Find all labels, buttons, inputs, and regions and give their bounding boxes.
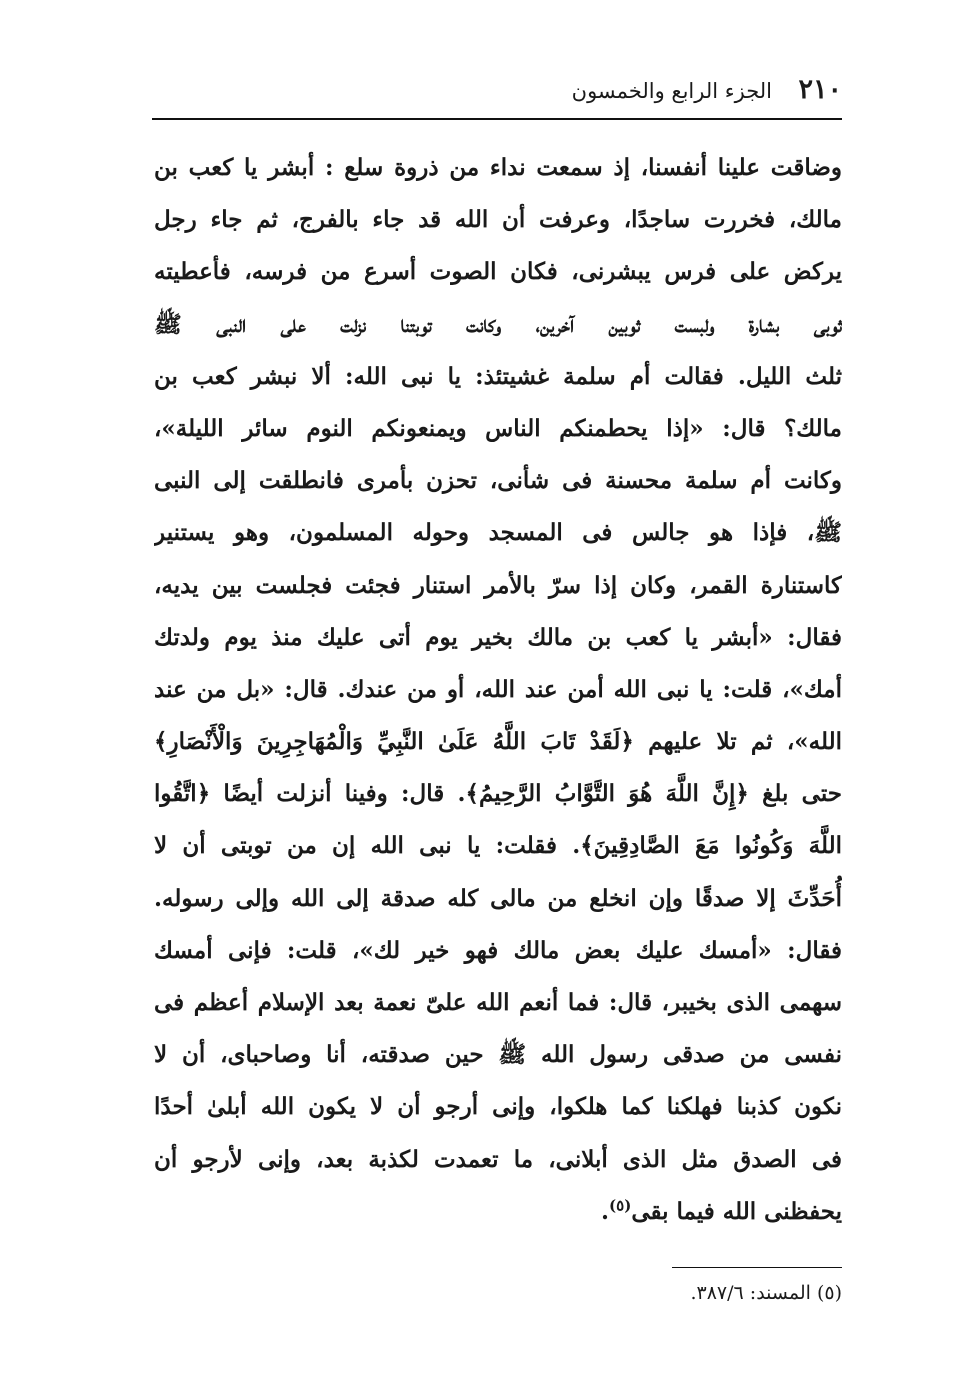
- text-line: وضاقت علينا أنفسنا، إذ سمعت نداء من ذروة سلع : أبشر يا كعب بن: [154, 154, 842, 181]
- text-line: اللَّهَ وَكُونُوا مَعَ الصَّادِقِينَ﴾. فقلت: يا نبى الله إن من توبتى أن لا: [154, 832, 842, 860]
- text-line: نكون كذبنا فهلكنا كما هلكوا، وإنى أرجو أن لا يكون الله أبلىٰ أحدًا: [154, 1093, 842, 1121]
- header-divider: [152, 118, 842, 120]
- text-line: أمك»، قلت: يا نبى الله أمن عند الله، أو من عندك. قال: «بل من عند: [154, 675, 842, 703]
- text-line: حتى بلغ ﴿إِنَّ اللَّهَ هُوَ التَّوَّابُ الرَّحِيمُ﴾. قال: وفينا أنزلت أيضًا ﴿اتَّقُوا: [154, 780, 842, 808]
- text-line: ثلث الليل. فقالت أم سلمة غشيتئذ: يا نبى الله: ألا نبشر كعب بن: [154, 362, 842, 390]
- text-line: فقال: «أمسك عليك بعض مالك فهو خير لك»، قلت: فإنى أمسك: [154, 936, 842, 964]
- footnote-reference[interactable]: (٥): [609, 1196, 632, 1215]
- text-line: يركض على فرس يبشرنى، فكان الصوت أسرع من فرسه، فأعطيته: [154, 258, 842, 286]
- footnote-divider: [672, 1267, 842, 1268]
- text-line: نفسى من صدقى رسول الله ﷺ حين صدقته، أنا وصاحباى، أن لا: [154, 1041, 842, 1069]
- running-title: الجزء الرابع والخمسون: [571, 79, 772, 103]
- text-line: فقال: «أبشر يا كعب بن مالك بخير يوم أتى عليك منذ يوم ولدتك: [154, 623, 842, 651]
- text-line: مالك، فخررت ساجدًا، وعرفت أن الله قد جاء بالفرج، ثم جاء رجل: [154, 206, 842, 234]
- main-text: [154, 142, 842, 1238]
- text-line: ثوبى بشارة ولبست ثوبين آخرين، وكانت توبتنا نزلت على النبى ﷺ: [154, 310, 842, 338]
- text-line-final: [154, 1186, 842, 1238]
- text-line-final-content: يحفظنى الله فيما بقى: [631, 1197, 842, 1225]
- running-header: [150, 72, 842, 108]
- page-number: ٢١٠: [798, 74, 842, 105]
- text-line: أُحَدِّثَ إلا صدقًا وإن انخلع من مالى كله صدقة إلى الله وإلى رسوله.: [154, 884, 842, 912]
- text-line: فى الصدق مثل الذى أبلانى، ما تعمدت لكذبة بعد، وإنى لأرجو أن: [154, 1145, 842, 1173]
- footnote: (٥) المسند: ٣٨٧/٦.: [690, 1282, 842, 1304]
- text-line: كاستنارة القمر، وكان إذا سرّ بالأمر استنار فجئت فجلست بين يديه،: [154, 571, 842, 599]
- text-line: ﷺ، فإذا هو جالس فى المسجد وحوله المسلمون، وهو يستنير: [154, 519, 842, 547]
- text-line: سهمى الذى بخيبر، قال: فما أنعم الله علىّ نعمة بعد الإسلام أعظم فى: [154, 989, 842, 1016]
- text-line: وكانت أم سلمة محسنة فى شأنى، تحزن بأمرى فانطلقت إلى النبى: [154, 467, 842, 495]
- final-period: .: [601, 1197, 610, 1225]
- text-line: مالك؟ قال: «إذا يحطمنكم الناس ويمنعونكم النوم سائر الليلة»،: [154, 414, 842, 442]
- text-line: الله»، ثم تلا عليهم ﴿لَقَدْ تَابَ اللَّهُ عَلَىٰ النَّبِيِّ وَالْمُهَاجِرِينَ وَالْأَنْصَارِ﴾: [154, 728, 842, 756]
